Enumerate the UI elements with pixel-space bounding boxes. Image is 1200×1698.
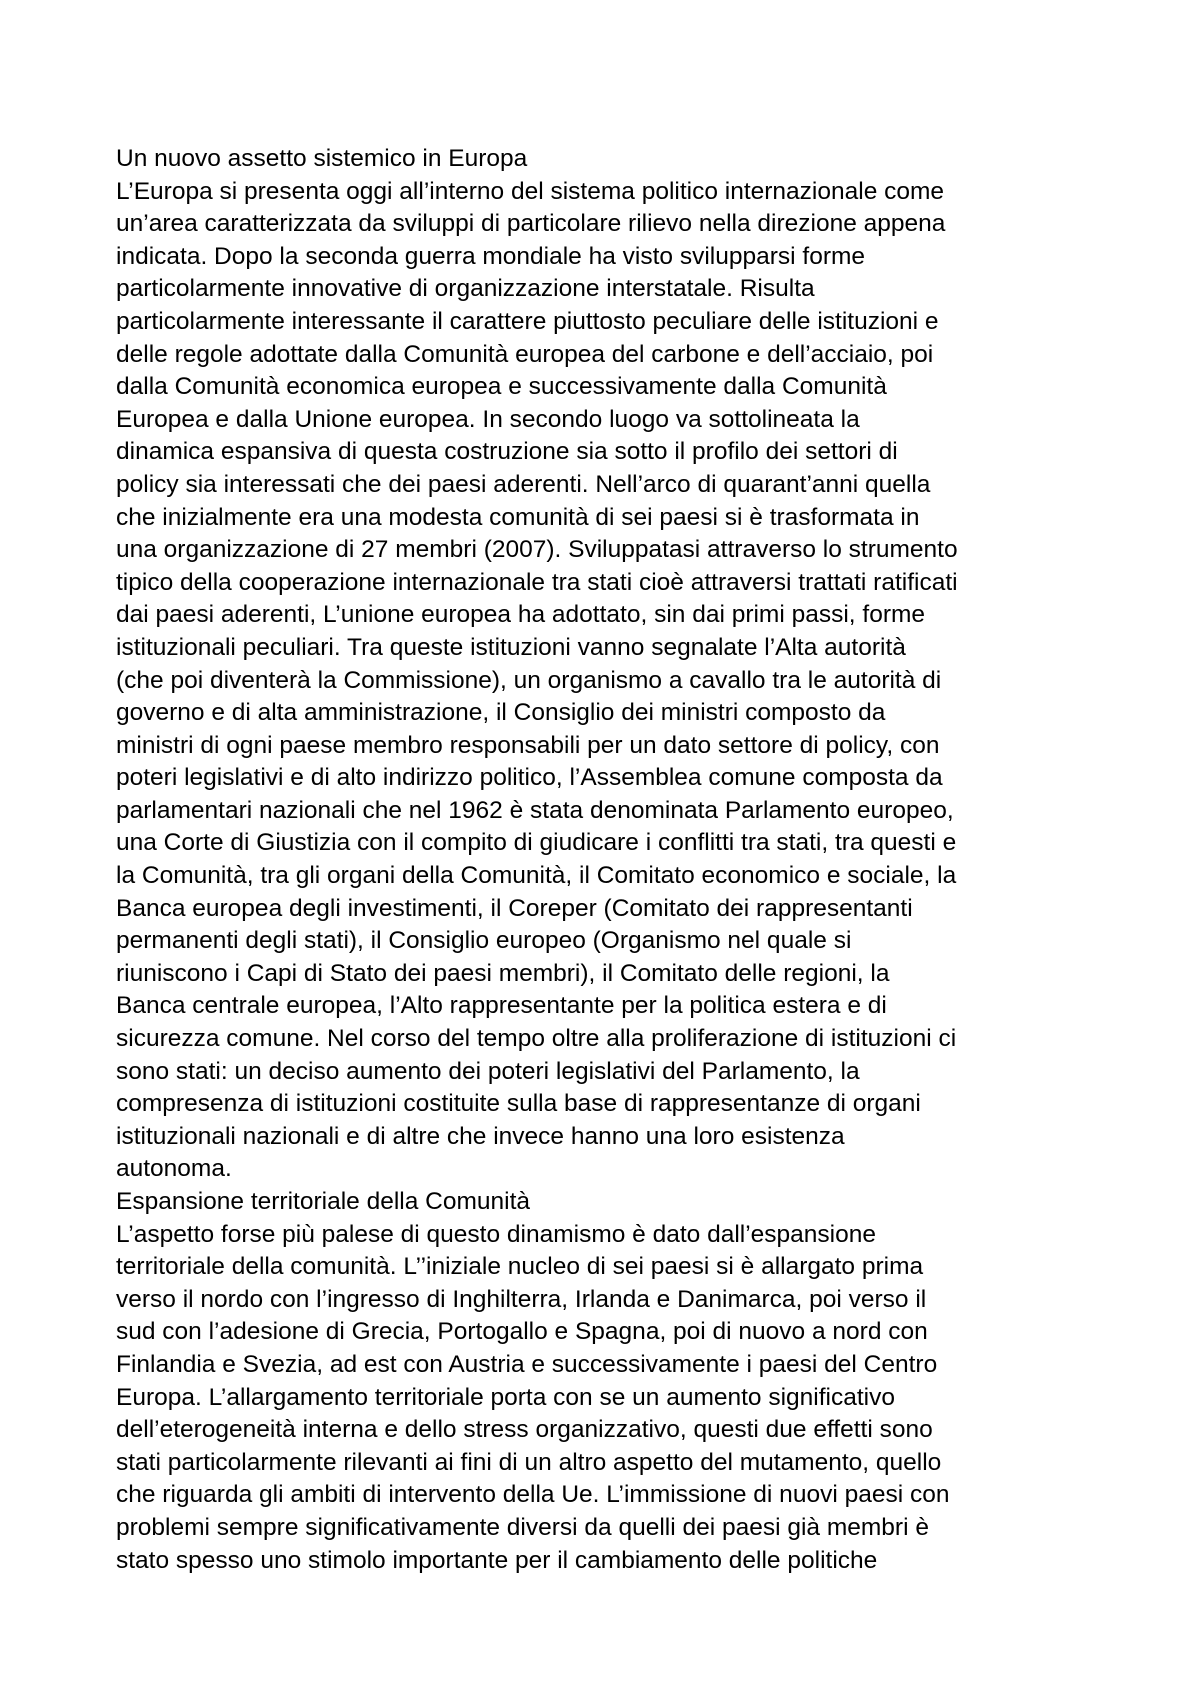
text-line: la Comunità, tra gli organi della Comunità, il Comitato economico e sociale, la [116,862,957,890]
text-line: Banca europea degli investimenti, il Coreper (Comitato dei rappresentanti [116,894,913,922]
text-line: riuniscono i Capi di Stato dei paesi membri), il Comitato delle regioni, la [116,959,890,987]
text-line: problemi sempre significativamente diversi da quelli dei paesi già membri è [116,1513,929,1541]
text-line: sud con l’adesione di Grecia, Portogallo e Spagna, poi di nuovo a nord con [116,1318,928,1346]
text-line: indicata. Dopo la seconda guerra mondiale ha visto svilupparsi forme [116,242,866,270]
text-line: compresenza di istituzioni costituite sulla base di rappresentanze di organi [116,1090,921,1118]
text-line: stati particolarmente rilevanti ai fini di un altro aspetto del mutamento, quello [116,1448,942,1476]
text-line: un’area caratterizzata da sviluppi di particolare rilievo nella direzione appena [116,210,946,238]
text-line: poteri legislativi e di alto indirizzo politico, l’Assemblea comune composta da [116,764,943,792]
text-line: particolarmente interessante il carattere piuttosto peculiare delle istituzioni e [116,307,939,335]
text-line: Finlandia e Svezia, ad est con Austria e successivamente i paesi del Centro [116,1350,938,1378]
text-line: (che poi diventerà la Commissione), un organismo a cavallo tra le autorità di [116,666,942,694]
text-line: L’Europa si presenta oggi all’interno del sistema politico internazionale come [116,177,945,205]
text-line: Europa. L’allargamento territoriale porta con se un aumento significativo [116,1383,895,1411]
text-line: particolarmente innovative di organizzazione interstatale. Risulta [116,275,815,303]
text-line: una organizzazione di 27 membri (2007). Sviluppatasi attraverso lo strumento [116,536,958,564]
text-line: autonoma. [116,1155,232,1183]
text-line: governo e di alta amministrazione, il Consiglio dei ministri composto da [116,699,886,727]
text-line: dinamica espansiva di questa costruzione sia sotto il profilo dei settori di [116,438,898,466]
text-line: L’aspetto forse più palese di questo dinamismo è dato dall’espansione [116,1220,877,1248]
text-line: delle regole adottate dalla Comunità europea del carbone e dell’acciaio, poi [116,340,934,368]
text-line: stato spesso uno stimolo importante per il cambiamento delle politiche [116,1546,878,1574]
text-line: che riguarda gli ambiti di intervento della Ue. L’immissione di nuovi paesi con [116,1481,950,1509]
text-line: ministri di ogni paese membro responsabili per un dato settore di policy, con [116,731,940,759]
text-line: Europea e dalla Unione europea. In secondo luogo va sottolineata la [116,405,860,433]
document-body [116,143,1106,1577]
text-line: istituzionali peculiari. Tra queste istituzioni vanno segnalate l’Alta autorità [116,633,906,661]
text-line: dalla Comunità economica europea e successivamente dalla Comunità [116,373,887,401]
text-line: che inizialmente era una modesta comunità di sei paesi si è trasformata in [116,503,920,531]
text-line: Banca centrale europea, l’Alto rappresentante per la politica estera e di [116,992,887,1020]
text-line: sicurezza comune. Nel corso del tempo oltre alla proliferazione di istituzioni ci [116,1025,957,1053]
text-line: istituzionali nazionali e di altre che invece hanno una loro esistenza [116,1122,845,1150]
text-line: parlamentari nazionali che nel 1962 è stata denominata Parlamento europeo, [116,796,954,824]
section-heading-nuovo-assetto: Un nuovo assetto sistemico in Europa [116,145,528,172]
text-line: dai paesi aderenti, L’unione europea ha adottato, sin dai primi passi, forme [116,601,926,629]
text-line: sono stati: un deciso aumento dei poteri legislativi del Parlamento, la [116,1057,860,1085]
text-line: policy sia interessati che dei paesi aderenti. Nell’arco di quarant’anni quella [116,470,931,498]
text-line: tipico della cooperazione internazionale tra stati cioè attraversi trattati ratificati [116,568,958,596]
text-line: dell’eterogeneità interna e dello stress organizzativo, questi due effetti sono [116,1416,933,1444]
text-line: permanenti degli stati), il Consiglio europeo (Organismo nel quale si [116,927,852,955]
text-line: territoriale della comunità. L’’iniziale nucleo di sei paesi si è allargato prima [116,1253,924,1281]
text-line: verso il nordo con l’ingresso di Inghilterra, Irlanda e Danimarca, poi verso il [116,1285,927,1313]
text-line: una Corte di Giustizia con il compito di giudicare i conflitti tra stati, tra questi e [116,829,957,857]
section-heading-espansione: Espansione territoriale della Comunità [116,1188,530,1215]
